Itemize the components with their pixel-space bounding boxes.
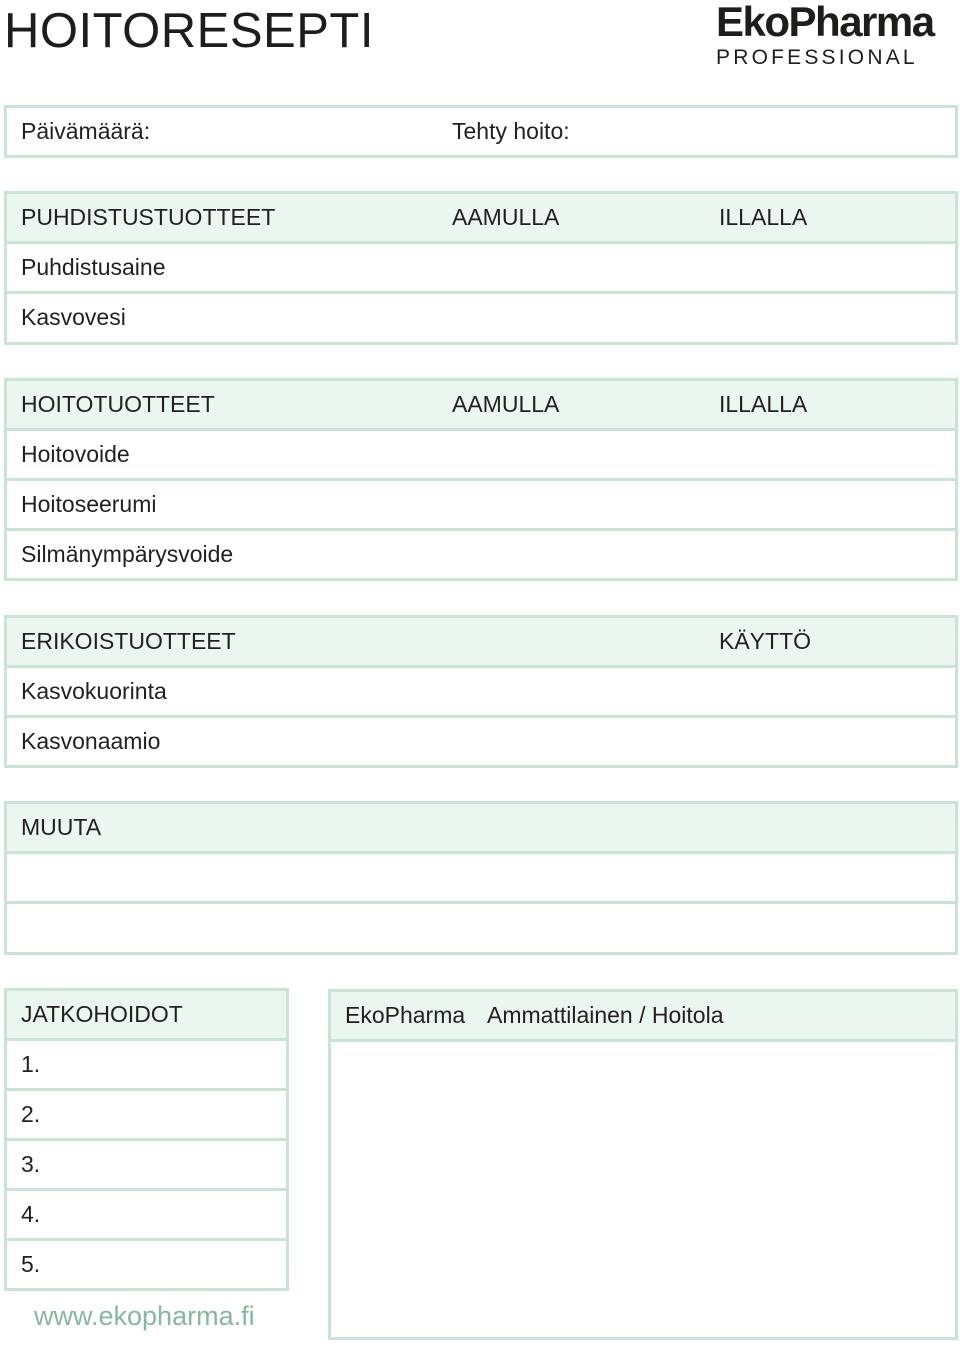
cleanser-row[interactable] [4,241,958,294]
followup-header-row [4,988,289,1041]
professional-label: Ammattilainen / Hoitola [487,1002,724,1028]
followup-row[interactable] [4,1038,289,1091]
other-line-2[interactable] [4,901,958,955]
brand-logo: EkoPharma [716,0,934,45]
website-link[interactable]: www.ekopharma.fi [34,1301,255,1331]
brand-logo-subtitle: PROFESSIONAL [716,46,918,69]
cleansing-header-row [4,191,958,244]
other-line-1[interactable] [4,851,958,904]
followup-number: 1. [21,1051,41,1077]
date-label: Päivämäärä: [21,118,151,144]
info-row[interactable] [4,105,958,158]
followup-number: 5. [21,1251,41,1277]
toner-row[interactable] [4,291,958,345]
care-heading: HOITOTUOTTEET [21,391,215,417]
followup-row[interactable] [4,1088,289,1141]
other-header-row [4,801,958,854]
followup-number: 2. [21,1101,41,1127]
moisturizer-row[interactable] [4,428,958,481]
product-label: Kasvokuorinta [21,678,167,704]
product-label: Puhdistusaine [21,254,166,280]
care-header-row [4,378,958,431]
product-label: Kasvovesi [21,304,126,330]
page-title: HOITORESEPTI [4,4,374,58]
special-heading: ERIKOISTUOTTEET [21,628,236,654]
followup-number: 4. [21,1201,41,1227]
exfoliant-row[interactable] [4,665,958,718]
product-label: Silmänympärysvoide [21,541,234,567]
serum-row[interactable] [4,478,958,531]
followup-heading: JATKOHOIDOT [21,1001,183,1027]
evening-column-heading: ILLALLA [719,391,808,417]
professional-header-row [328,989,958,1042]
followup-row[interactable] [4,1238,289,1291]
product-label: Kasvonaamio [21,728,161,754]
treatment-label: Tehty hoito: [452,118,570,144]
morning-column-heading: AAMULLA [452,204,560,230]
followup-row[interactable] [4,1138,289,1191]
mask-row[interactable] [4,715,958,768]
followup-row[interactable] [4,1188,289,1241]
professional-stamp-area[interactable] [328,1039,958,1340]
special-header-row [4,615,958,668]
product-label: Hoitoseerumi [21,491,157,517]
professional-brand: EkoPharma [345,1002,466,1028]
eye-cream-row[interactable] [4,528,958,581]
other-heading: MUUTA [21,814,102,840]
morning-column-heading: AAMULLA [452,391,560,417]
usage-column-heading: KÄYTTÖ [719,628,812,654]
cleansing-heading: PUHDISTUSTUOTTEET [21,204,276,230]
product-label: Hoitovoide [21,441,130,467]
followup-number: 3. [21,1151,41,1177]
evening-column-heading: ILLALLA [719,204,808,230]
